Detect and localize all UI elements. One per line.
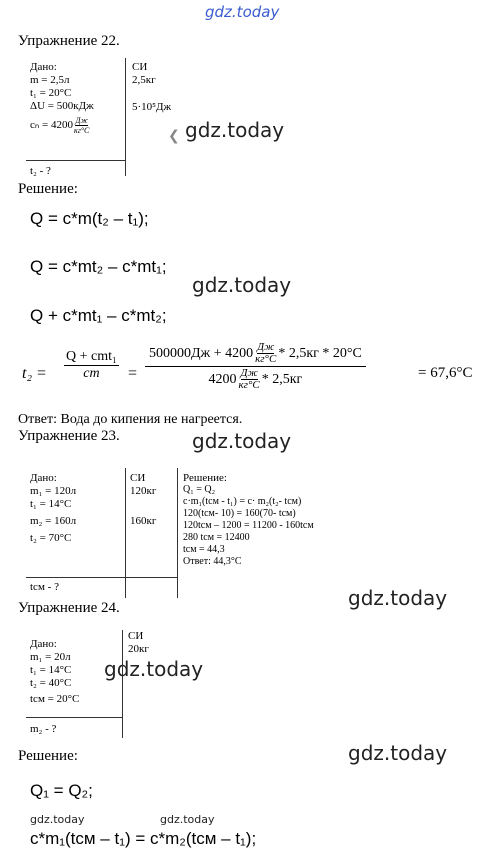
exercise-24-title: Упражнение 24. (18, 600, 120, 616)
solution-line: 120tсм – 1200 = 11200 - 160tсм (183, 520, 314, 531)
given-item: m₁ = 20л (30, 651, 71, 663)
find-divider (26, 717, 122, 718)
solution-divider (177, 468, 178, 598)
fraction-numerator: Q + cmt₁ (66, 349, 117, 364)
ex23-si-block (130, 472, 156, 528)
given-item: ΔU = 500кДж (30, 100, 94, 112)
si-item: 120кг (130, 485, 157, 497)
si-item: 160кг (130, 515, 157, 527)
formula-fraction-2 (145, 342, 366, 391)
si-item: 20кг (128, 643, 149, 655)
si-divider (125, 468, 126, 598)
solution-line: c·m₁(tсм - t₁) = c· m₂(t₂- tсм) (183, 496, 302, 507)
equation-1: Q₁ = Q₂; (30, 781, 93, 800)
si-divider (122, 630, 123, 738)
si-label: СИ (128, 630, 144, 642)
given-item: tсм = 20°C (30, 693, 80, 705)
unit-numerator: Дж (75, 116, 88, 125)
given-item: t₁ = 14°C (30, 498, 72, 510)
numerator-part: 500000Дж + 4200 (149, 345, 254, 361)
find-value: tсм - ? (30, 581, 59, 593)
equation-2: Q = c*mt₂ – c*mt₁; (30, 257, 167, 276)
solution-line: 280 tсм = 12400 (183, 532, 250, 543)
formula-result: = 67,6°C (418, 365, 473, 381)
equation-3: Q + c*mt₁ – c*mt₂; (30, 306, 167, 325)
unit-denominator: кг°С (238, 379, 260, 391)
given-item: m = 2,5л (30, 74, 70, 86)
exercise-22-title: Упражнение 22. (18, 33, 120, 49)
watermark-main: gdz.today (192, 429, 292, 453)
denominator-part: * 2,5кг (261, 371, 303, 387)
watermark-small: gdz.today (160, 813, 215, 826)
given-item: cₙ = 4200 (30, 119, 73, 131)
unit-denominator: кг°C (73, 126, 90, 135)
ex24-si-block (128, 630, 149, 656)
given-item: t₂ = 40°C (30, 677, 72, 689)
exercise-23-title: Упражнение 23. (18, 428, 120, 444)
solution-label: Решение: (18, 181, 78, 197)
solution-line: tсм = 44,3 (183, 544, 225, 555)
ex23-solution-block (183, 472, 314, 568)
given-item: m₂ = 160л (30, 515, 77, 527)
find-value: t₂ - ? (30, 165, 51, 177)
find-divider (26, 160, 126, 161)
watermark-top: gdz.today (205, 3, 280, 21)
ex24-given-block (30, 638, 79, 706)
given-item: t₁ = 14°C (30, 664, 72, 676)
find-divider (26, 577, 178, 578)
numerator-part: * 2,5кг * 20°C (278, 345, 362, 361)
given-label: Дано: (30, 638, 57, 650)
watermark-small: gdz.today (30, 813, 85, 826)
si-item: 2,5кг (132, 74, 156, 86)
given-item: m₁ = 120л (30, 485, 77, 497)
ex22-si-block (132, 61, 171, 114)
answer-22: Ответ: Вода до кипения не нагреется. (18, 412, 243, 427)
given-label: Дано: (30, 472, 57, 484)
watermark-main: gdz.today (192, 273, 292, 297)
watermark-side: gdz.today (185, 118, 285, 142)
unit-numerator: Дж (257, 341, 275, 353)
solution-label: Решение: (183, 472, 227, 484)
given-label: Дано: (30, 61, 57, 73)
watermark-main: gdz.today (104, 657, 204, 681)
unit-denominator: кг°С (255, 353, 277, 365)
equation-1: Q = c*m(t₂ – t₁); (30, 209, 149, 228)
ex22-given-block (30, 61, 94, 135)
si-label: СИ (130, 472, 146, 484)
solution-answer: Ответ: 44,3°C (183, 556, 242, 567)
solution-label: Решение: (18, 748, 78, 764)
unit-numerator: Дж (240, 367, 258, 379)
denominator-part: 4200 (208, 371, 237, 387)
ex23-given-block (30, 472, 76, 545)
fraction-denominator: cm (83, 366, 100, 381)
equation-2: c*m₁(tсм – t₁) = c*m₂(tсм – t₁); (30, 829, 257, 848)
si-divider (125, 58, 126, 176)
solution-line: 120(tсм- 10) = 160(70- tсм) (183, 508, 296, 519)
given-item: t₂ = 70°C (30, 532, 72, 544)
solution-line: Q₁ = Q₂ (183, 484, 216, 495)
formula-lhs: t₂ = (22, 365, 47, 382)
si-item: 5·10⁵Дж (132, 101, 172, 113)
watermark-main: gdz.today (348, 741, 448, 765)
given-item: t₁ = 20°C (30, 87, 72, 99)
formula-fraction-1 (64, 349, 119, 382)
formula-equals: = (128, 365, 138, 382)
find-value: m₂ - ? (30, 723, 57, 735)
arrow-mark: ❮ (168, 128, 180, 144)
watermark-main: gdz.today (348, 586, 448, 610)
si-label: СИ (132, 61, 148, 73)
